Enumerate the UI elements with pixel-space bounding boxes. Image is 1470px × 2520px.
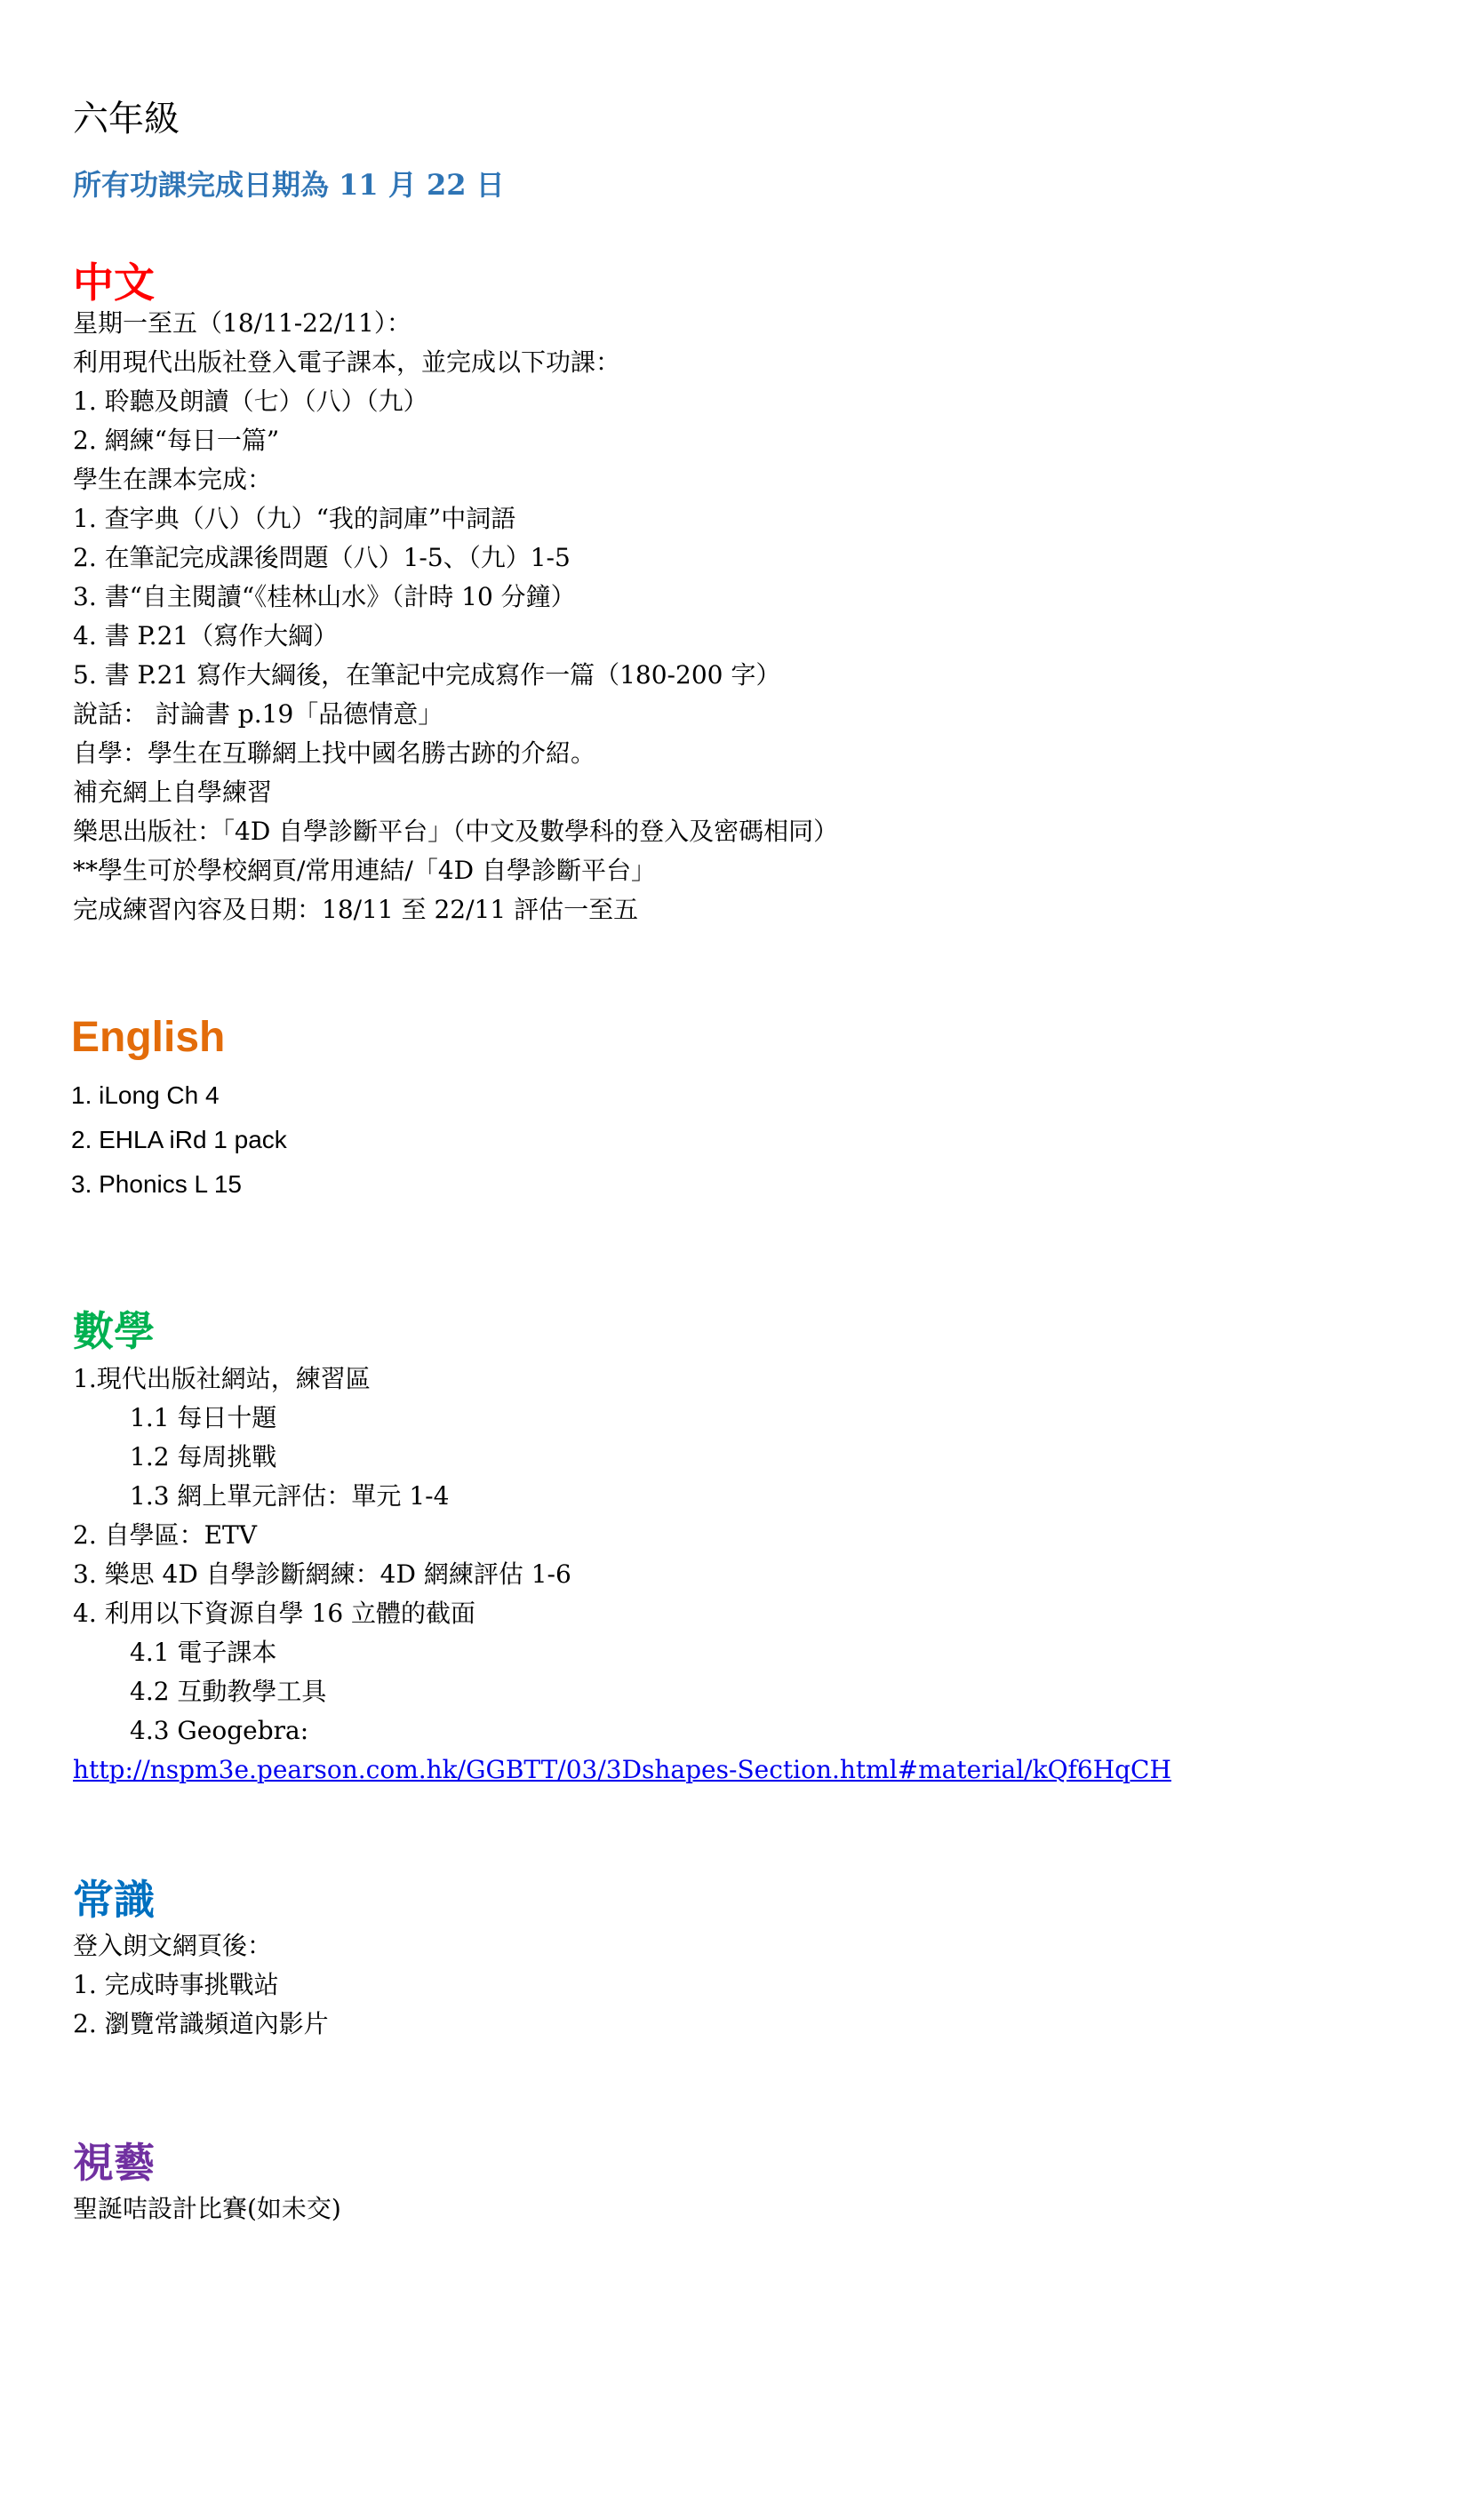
- list-item: 2. 瀏覽常識頻道內影片: [73, 2009, 329, 2038]
- list-item: 3. 樂思 4D 自學診斷網練：4D 網練評估 1-6: [73, 1559, 571, 1589]
- list-item: 2. EHLA iRd 1 pack: [71, 1126, 287, 1153]
- visual-arts-homework-list: [73, 2189, 341, 2229]
- list-item: 4.1 電子課本: [130, 1638, 277, 1667]
- visual-arts-section-title: 視藝: [73, 2139, 155, 2187]
- list-item: 樂思出版社：「4D 自學診斷平台」（中文及數學科的登入及密碼相同）: [73, 817, 839, 846]
- list-item: 說話： 討論書 p.19「品德情意」: [73, 699, 443, 729]
- math-section-title: 數學: [73, 1307, 155, 1355]
- list-item: 2. 自學區：ETV: [73, 1520, 257, 1550]
- list-item: 星期一至五（18/11-22/11）：: [73, 308, 411, 338]
- list-item: 登入朗文網頁後：: [73, 1931, 273, 1960]
- list-item: 補充網上自學練習: [73, 778, 273, 807]
- chinese-homework-list: [73, 304, 838, 929]
- list-item: 聖誕咭設計比賽(如未交): [73, 2194, 341, 2223]
- general-studies-homework-list: [73, 1926, 329, 2044]
- list-item: 1. 聆聽及朗讀（七）（八）（九）: [73, 387, 428, 416]
- list-item: 1. iLong Ch 4: [71, 1081, 220, 1109]
- grade-title: 六年級: [73, 99, 180, 140]
- list-item: 4. 利用以下資源自學 16 立體的截面: [73, 1599, 476, 1628]
- list-item: **學生可於學校網頁/常用連結/「4D 自學診斷平台」: [73, 856, 657, 885]
- english-homework-list: [71, 1073, 287, 1207]
- list-item: 利用現代出版社登入電子課本，並完成以下功課：: [73, 347, 621, 377]
- list-item: 2. 在筆記完成課後問題（八）1-5、（九）1-5: [73, 543, 571, 572]
- list-item: 1.1 每日十題: [130, 1403, 277, 1432]
- list-item: 4.2 互動教學工具: [130, 1677, 327, 1706]
- list-item: 1. 完成時事挑戰站: [73, 1970, 279, 1999]
- list-item: 2. 網練“每日一篇”: [73, 426, 280, 455]
- list-item: 3. Phonics L 15: [71, 1170, 242, 1198]
- list-item: 學生在課本完成：: [73, 465, 273, 494]
- list-item: 4. 書 P.21（寫作大綱）: [73, 621, 339, 650]
- list-item: 4.3 Geogebra:: [130, 1716, 309, 1745]
- geogebra-link[interactable]: http://nspm3e.pearson.com.hk/GGBTT/03/3Dshapes-Section.html#material/kQf6HqCH: [73, 1755, 1171, 1784]
- list-item: 3. 書“自主閱讀“《桂林山水》（計時 10 分鐘）: [73, 582, 576, 611]
- chinese-section-title: 中文: [73, 259, 155, 307]
- list-item: 完成練習內容及日期：18/11 至 22/11 評估一至五: [73, 895, 639, 924]
- deadline-notice: 所有功課完成日期為 11 月 22 日: [73, 168, 505, 202]
- english-section-title: English: [71, 1014, 226, 1061]
- list-item: 1.現代出版社網站，練習區: [73, 1364, 371, 1393]
- list-item: 1. 查字典（八）（九）“我的詞庫”中詞語: [73, 504, 516, 533]
- list-item: 1.2 每周挑戰: [130, 1442, 277, 1471]
- list-item: 5. 書 P.21 寫作大綱後，在筆記中完成寫作一篇（180-200 字）: [73, 660, 781, 690]
- math-homework-list: [73, 1360, 1171, 1790]
- general-studies-section-title: 常識: [73, 1876, 155, 1924]
- list-item: 自學：學生在互聯網上找中國名勝古跡的介紹。: [73, 738, 596, 768]
- list-item: 1.3 網上單元評估：單元 1-4: [130, 1481, 450, 1511]
